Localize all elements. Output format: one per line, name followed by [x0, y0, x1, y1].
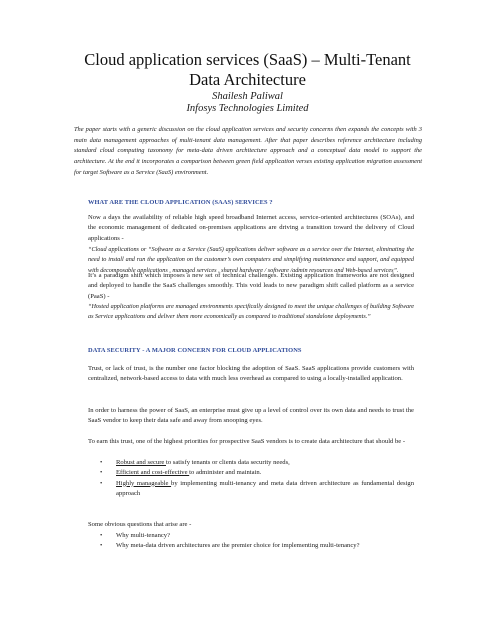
list-item: [100, 479, 414, 500]
bullet-icon: •: [100, 469, 103, 477]
quote-paragraph: “Hosted application platforms are managed environments specifically designed to meet the unique challenges of building Software as Service applications and deliver them more economically as compared to traditional standalone deployments.”: [88, 303, 414, 321]
questions-list: [100, 531, 414, 552]
quote-paragraph: “Cloud applications or “Software as a Service (SaaS) applications deliver software as a service over the Internet, eliminating the need to install and run the application on the customer’s own computers and simplifying maintenance and support, and equipped with decomposable applications , managed services , shared hardware / software /admin resources and Web-based services”.: [88, 246, 414, 274]
bullet-icon: •: [100, 459, 103, 466]
paragraph: In order to harness the power of SaaS, an enterprise must give up a level of control over its own data and needs to trust the SaaS vendor to keep their data safe and away from snooping eyes.: [88, 407, 414, 425]
bullet-icon: •: [100, 532, 103, 539]
paragraph: Some obvious questions that arise are -: [88, 521, 192, 528]
list-item-text: by implementing multi-tenancy and meta data driven architecture as fundamental design approach: [116, 479, 414, 497]
bullet-icon: •: [100, 479, 103, 487]
author-affiliation: Infosys Technologies Limited: [186, 103, 309, 114]
list-item-emphasis: Robust and secure: [116, 459, 166, 466]
abstract: The paper starts with a generic discussion on the cloud application services and security concerns then expands the concepts with 3 main data management approaches of multi-tenant data management. After that paper describes reference architecture including standard cloud computing taxonomy for meta-data driven architecture approach and a conceptual data model to support the architecture. At the end it incorporates a comparison between green field application verses existing application migration assessment for target Software as a Service (SaaS) environment.: [74, 126, 422, 176]
list-item-emphasis: Efficient and cost-effective: [116, 469, 190, 477]
bullet-icon: •: [100, 542, 103, 550]
list-item: [100, 541, 414, 551]
paragraph: Trust, or lack of trust, is the number one factor blocking the adoption of SaaS. SaaS applications provide customers with centralized, network-based access to data with much less overhead as compared to using a locally-installed application.: [88, 365, 414, 383]
list-item-text: to administer and maintain.: [189, 469, 262, 477]
paragraph: Now a days the availability of reliable high speed broadband Internet access, service-oriented architectures (SOAs), and the economic management of dedicated on-premises applications are driving a transition toward the delivery of Cloud applications -: [88, 214, 414, 242]
list-item-text: Why meta-data driven architectures are the premier choice for implementing multi-tenancy?: [116, 542, 360, 550]
list-item-text: Why multi-tenancy?: [116, 532, 171, 539]
list-item: [100, 458, 414, 468]
section-heading-saas-services: WHAT ARE THE CLOUD APPLICATION (SAAS) SERVICES ?: [88, 199, 273, 206]
list-item: [100, 531, 414, 541]
requirements-list: [100, 458, 414, 499]
paragraph: It’s a paradigm shift which imposes a new set of technical challenges. Existing application frameworks are not designed and deployed to handle the SaaS challenges smoothly. This void leads to new paradigm shift called platform as a service (PaaS) -: [88, 272, 414, 300]
author-name: Shailesh Paliwal: [212, 91, 283, 102]
paper-title-line2: Data Architecture: [189, 70, 306, 89]
paper-title: [60, 50, 435, 90]
list-item-emphasis: Highly manageable: [116, 479, 172, 487]
paper-title-line1: Cloud application services (SaaS) – Multi-Tenant: [84, 50, 411, 69]
paragraph: To earn this trust, one of the highest priorities for prospective SaaS vendors is to create data architecture that should be -: [88, 438, 406, 445]
list-item-text: to satisfy tenants or clients data security needs,: [166, 459, 290, 466]
section-heading-data-security: DATA SECURITY - A MAJOR CONCERN FOR CLOUD APPLICATIONS: [88, 347, 302, 354]
list-item: [100, 468, 414, 478]
